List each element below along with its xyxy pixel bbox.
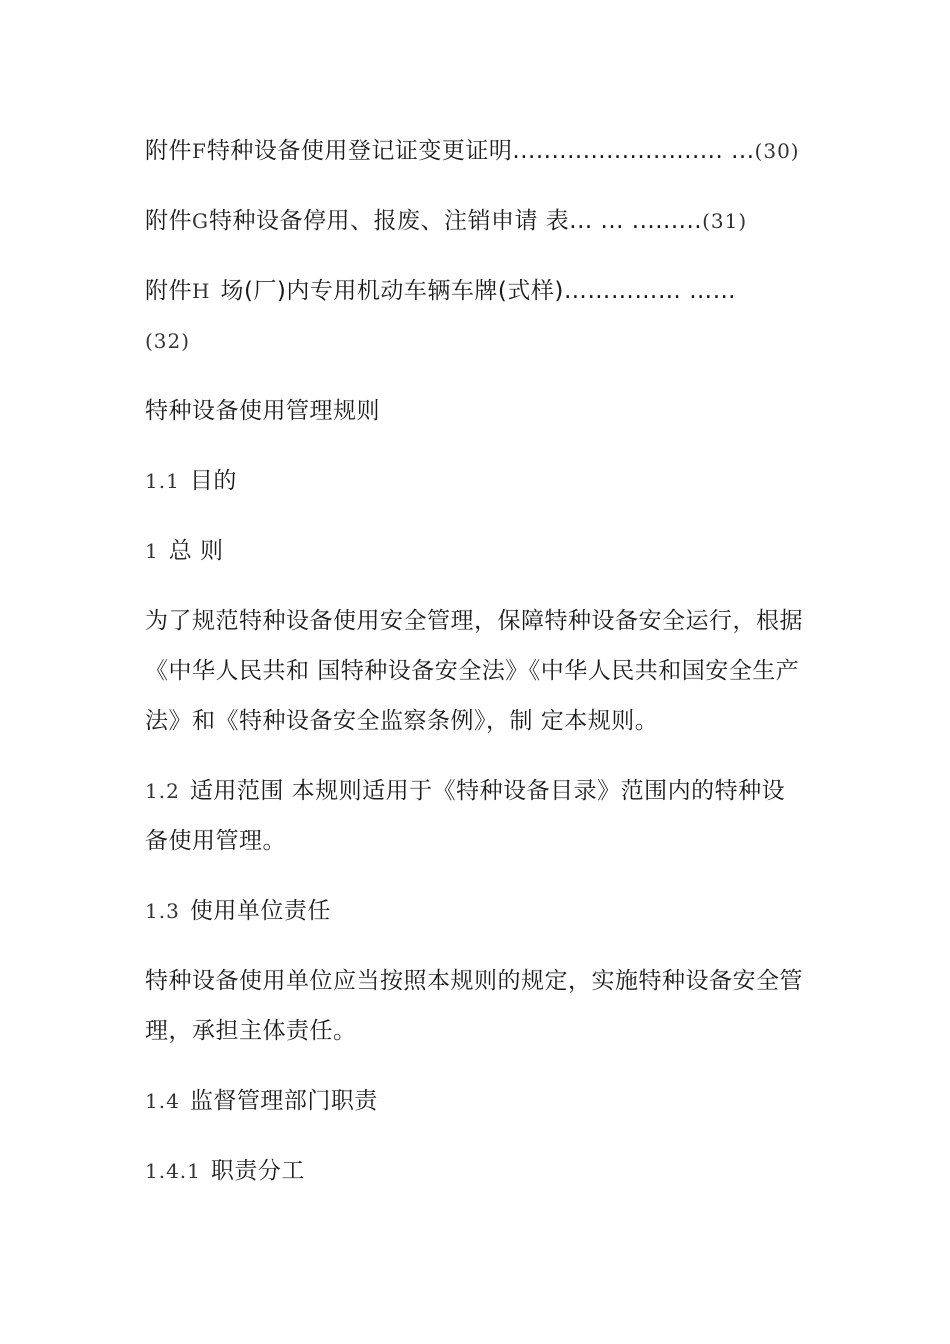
section-heading-1-3 [145,886,805,936]
section-heading-1-4-1 [145,1146,805,1196]
toc-page-number: (31) [702,209,748,233]
toc-dots: ........................... ... [512,138,755,164]
toc-title: 特种设备停用、报废、注销申请 表 [208,208,570,234]
section-number: 1.3 [145,899,180,923]
section-heading-1 [145,526,805,576]
toc-page-number: (30) [754,139,800,163]
section-title: 使用单位责任 [189,898,331,924]
section-title: 目的 [189,468,237,494]
section-number: 1.4.1 [145,1159,201,1183]
responsibility-paragraph: 特种设备使用单位应当按照本规则的规定，实施特种设备安全管理，承担主体责任。 [145,968,803,1044]
section-title: 职责分工 [210,1158,305,1184]
toc-letter: H [192,279,211,303]
section-title: 适用范围 [189,778,284,804]
section-text: 本规则适用于《特种设备目录》范围内的特种设备使用管理。 [145,778,786,854]
toc-entry-h[interactable] [145,266,805,316]
toc-letter: G [192,209,209,233]
section-heading-1-4 [145,1076,805,1126]
section-title: 监督管理部门职责 [189,1088,378,1114]
section-number: 1.2 [145,779,180,803]
toc-entry-f[interactable] [145,126,805,176]
section-title: 总 则 [168,538,224,564]
toc-title: 场(厂)内专用机动车辆车牌(式样) [220,278,564,304]
document-title: 特种设备使用管理规则 [145,398,380,424]
section-number: 1.4 [145,1089,180,1113]
toc-prefix: 附件 [145,208,192,234]
toc-dots: ... ... ......... [569,208,703,234]
section-heading-1-1 [145,456,805,506]
section-1-2-paragraph [145,766,805,866]
section-number: 1 [145,539,159,563]
toc-prefix: 附件 [145,278,192,304]
purpose-paragraph: 为了规范特种设备使用安全管理，保障特种设备安全运行，根据《中华人民共和 国特种设备安全法》《中华人民共和国安全生产法》和《特种设备安全监察条例》，制 定本规则。 [145,608,803,734]
toc-dots: …………… …… [563,278,737,304]
toc-entry-g[interactable] [145,196,805,246]
toc-page-number: (32) [145,329,191,353]
toc-title: 特种设备使用登记证变更证明 [206,138,513,164]
toc-entry-h-page [145,316,805,366]
section-number: 1.1 [145,469,180,493]
toc-prefix: 附件 [145,138,192,164]
toc-letter: F [192,139,207,163]
